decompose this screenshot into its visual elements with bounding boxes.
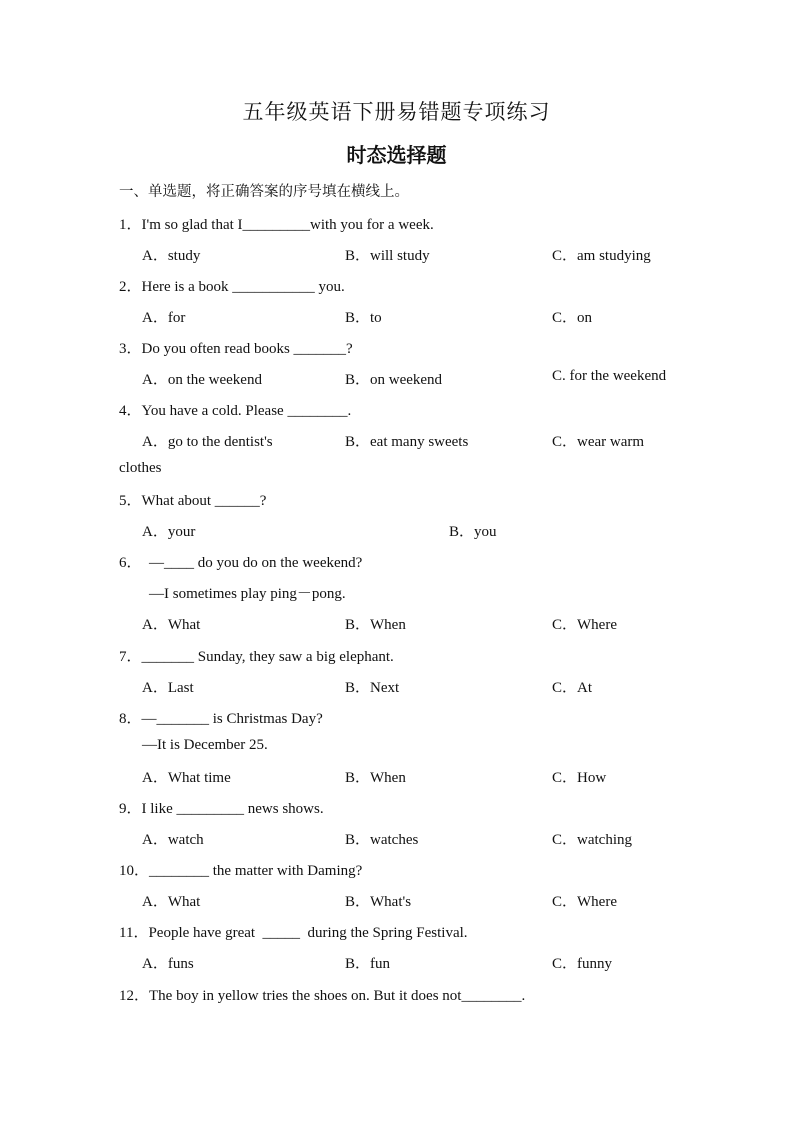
question-stem: 12．The boy in yellow tries the shoes on. But it does not________. (119, 988, 526, 1004)
option-c-continuation: clothes (119, 460, 162, 476)
option-a: A．your (142, 524, 196, 540)
option-c: C．funny (552, 956, 613, 972)
option-b: B．on weekend (345, 372, 443, 388)
option-a: A．go to the dentist's (142, 434, 273, 450)
dialogue-reply: —I sometimes play ping－pong. (149, 586, 346, 602)
option-b: B．watches (345, 832, 419, 848)
dialogue-reply: —It is December 25. (142, 737, 268, 753)
question-stem: 7．_______ Sunday, they saw a big elephant. (119, 649, 394, 665)
page-subtitle: 时态选择题 (346, 143, 447, 167)
question-stem: 6． —____ do you do on the weekend? (119, 555, 363, 571)
question-stem: 2．Here is a book ___________ you. (119, 279, 345, 295)
option-b: B．you (449, 524, 497, 540)
option-a: A．study (142, 248, 201, 264)
option-a: A．What time (142, 770, 231, 786)
option-c: C．watching (552, 832, 632, 848)
question-stem: 9．I like _________ news shows. (119, 801, 324, 817)
page-title: 五年级英语下册易错题专项练习 (242, 100, 551, 124)
question-stem: 8．—_______ is Christmas Day? (119, 711, 323, 727)
option-b: B．When (345, 770, 406, 786)
option-a: A．on the weekend (142, 372, 262, 388)
option-a: A．funs (142, 956, 194, 972)
option-c: C．At (552, 680, 593, 696)
option-c: C．wear warm (552, 434, 645, 450)
option-a: A．Last (142, 680, 194, 696)
option-b: B．Next (345, 680, 400, 696)
option-c: C．Where (552, 894, 617, 910)
option-c: C．am studying (552, 248, 651, 264)
option-a: A．watch (142, 832, 204, 848)
question-stem: 1．I'm so glad that I_________with you for a week. (119, 217, 434, 233)
question-stem: 11．People have great _____ during the Spring Festival. (119, 925, 468, 941)
option-c: C．How (552, 770, 607, 786)
section-instruction: 一、单选题，将正确答案的序号填在横线上。 (119, 184, 409, 200)
question-stem: 4．You have a cold. Please ________. (119, 403, 352, 419)
option-c: C．Where (552, 617, 617, 633)
question-stem: 3．Do you often read books _______? (119, 341, 353, 357)
option-b: B．will study (345, 248, 430, 264)
option-c: C．on (552, 310, 593, 326)
option-a: A．What (142, 894, 201, 910)
option-b: B．fun (345, 956, 391, 972)
option-c: C. for the weekend (552, 368, 667, 384)
question-stem: 10．________ the matter with Daming? (119, 863, 363, 879)
option-a: A．for (142, 310, 186, 326)
option-b: B．to (345, 310, 382, 326)
option-a: A．What (142, 617, 201, 633)
option-b: B．What's (345, 894, 412, 910)
question-stem: 5．What about ______? (119, 493, 267, 509)
option-b: B．When (345, 617, 406, 633)
option-b: B．eat many sweets (345, 434, 469, 450)
